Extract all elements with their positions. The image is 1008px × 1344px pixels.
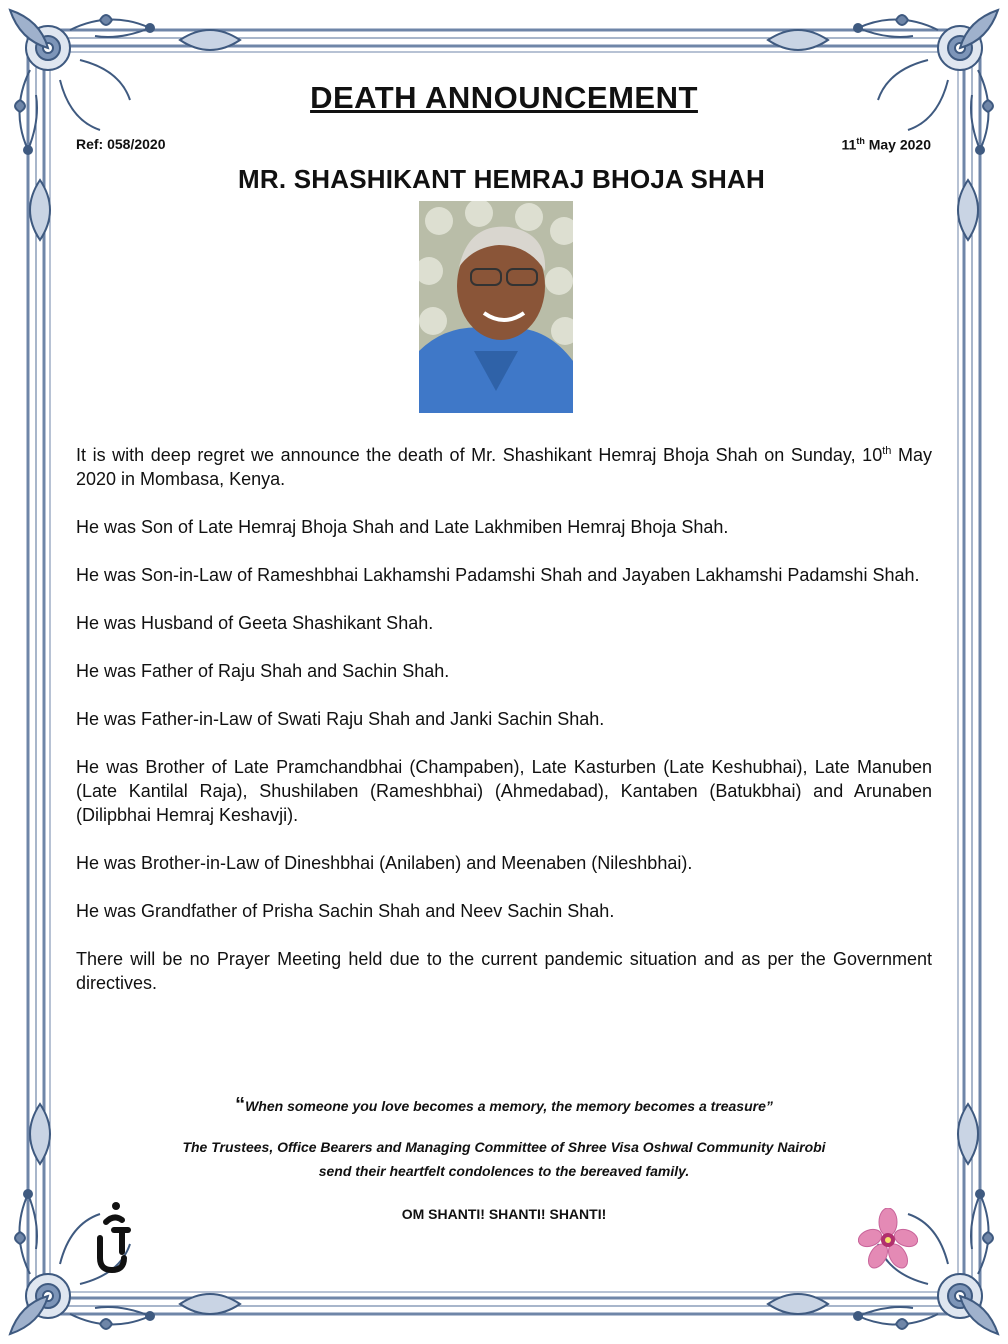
announcement-date: 11th May 2020	[841, 136, 931, 153]
parents-paragraph: He was Son of Late Hemraj Bhoja Shah and Late Lakhmiben Hemraj Bhoja Shah.	[76, 517, 729, 537]
condolence-message: The Trustees, Office Bearers and Managing Committee of Shree Visa Oshwal Community Nairobi send their heartfelt condolences to the bereaved family.	[182, 1139, 826, 1179]
children-in-law-paragraph: He was Father-in-Law of Swati Raju Shah and Janki Sachin Shah.	[76, 709, 605, 729]
memorial-quote: “When someone you love becomes a memory, the memory becomes a treasure”	[235, 1094, 773, 1116]
portrait-photo	[419, 201, 573, 413]
siblings-in-law-paragraph: He was Brother-in-Law of Dineshbhai (Anilaben) and Meenaben (Nileshbhai).	[76, 853, 693, 873]
reference-number: Ref: 058/2020	[76, 136, 166, 152]
in-laws-paragraph: He was Son-in-Law of Rameshbhai Lakhamshi Padamshi Shah and Jayaben Lakhamshi Padamshi Shah.	[76, 565, 920, 585]
jain-symbol-icon	[92, 1200, 136, 1276]
death-notice-paragraph: It is with deep regret we announce the death of Mr. Shashikant Hemraj Bhoja Shah on Sunday, 10th May 2020 in Mombasa, Kenya.	[76, 445, 932, 489]
deceased-name: MR. SHASHIKANT HEMRAJ BHOJA SHAH	[238, 164, 765, 194]
prayer-meeting-paragraph: There will be no Prayer Meeting held due to the current pandemic situation and as per the Government directives.	[76, 949, 932, 993]
grandchildren-paragraph: He was Grandfather of Prisha Sachin Shah and Neev Sachin Shah.	[76, 901, 615, 921]
orchid-flower-icon	[858, 1208, 918, 1274]
announcement-body	[76, 443, 932, 1019]
children-paragraph: He was Father of Raju Shah and Sachin Shah.	[76, 661, 450, 681]
siblings-paragraph: He was Brother of Late Pramchandbhai (Champaben), Late Kasturben (Late Keshubhai), Late Manuben (Late Kantilal Raja), Shushilaben (Rameshbhai) (Ahmedabad), Kantaben (Batukbhai) and Arunaben (Dilipbhai Hemraj Keshavji).	[76, 757, 932, 825]
page-title: DEATH ANNOUNCEMENT	[310, 80, 698, 115]
spouse-paragraph: He was Husband of Geeta Shashikant Shah.	[76, 613, 434, 633]
om-shanti-line: OM SHANTI! SHANTI! SHANTI!	[401, 1206, 607, 1222]
